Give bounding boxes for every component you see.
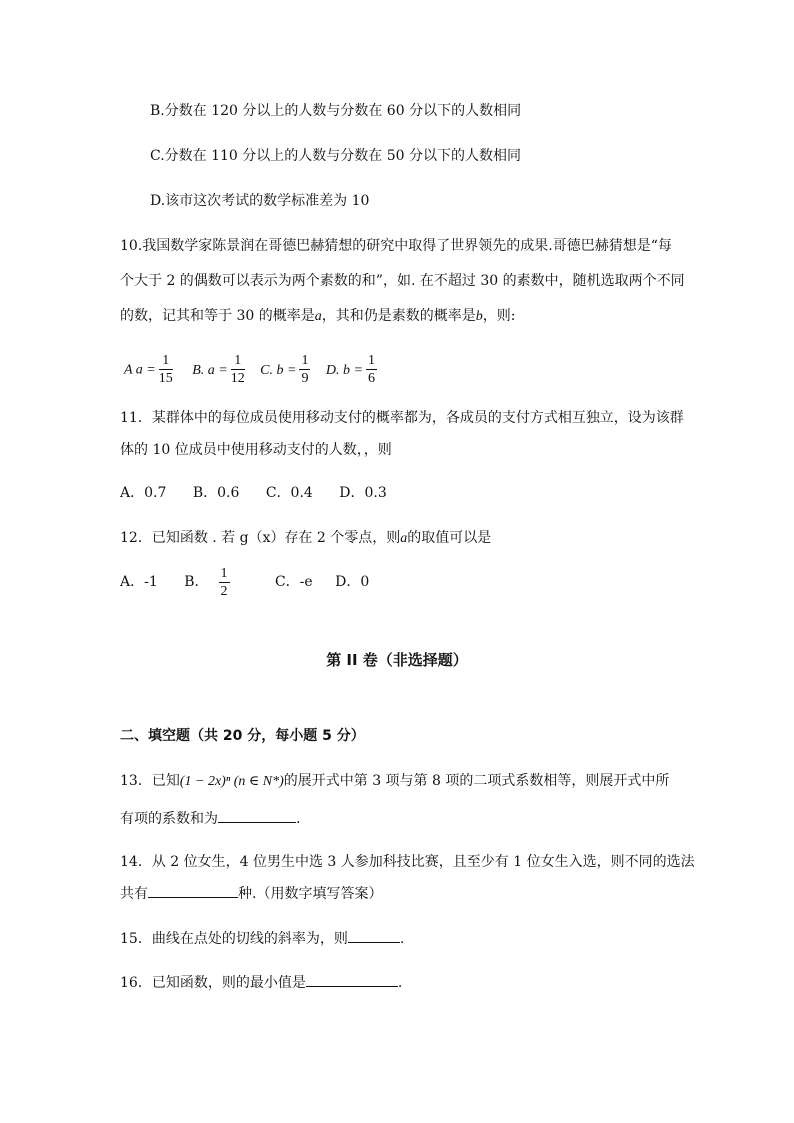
q12-stem-end: 的取值可以是 xyxy=(407,530,492,546)
q10-option-b-den: 12 xyxy=(230,371,245,386)
q12-option-d: D．0 xyxy=(335,574,370,590)
q15-answer-blank[interactable] xyxy=(348,928,400,943)
q13-line-1 xyxy=(120,771,669,792)
q10-var-b: b xyxy=(475,309,483,324)
q15-end: . xyxy=(399,931,405,947)
q10-line-3 xyxy=(120,306,515,327)
q16-answer-blank[interactable] xyxy=(306,972,398,987)
q11-option-a: A．0.7 xyxy=(120,485,167,501)
q10-line-2: 个大于 2 的偶数可以表示为两个素数的和”，如. 在不超过 30 的素数中，随机选取两个不同 xyxy=(120,273,685,289)
q12-option-b-lead: B． xyxy=(184,574,209,590)
q15-line xyxy=(120,928,404,949)
q16-line xyxy=(120,972,402,993)
fill-in-heading: 二、填空题（共 20 分，每小题 5 分） xyxy=(120,728,365,744)
q12-option-c: C．-e xyxy=(274,574,313,590)
q12-option-a: A．-1 xyxy=(120,574,158,590)
section-title: 第 II 卷（非选择题） xyxy=(326,651,468,669)
q14-line-2 xyxy=(120,883,382,904)
q10-line-1: 10.我国数学家陈景润在哥德巴赫猜想的研究中取得了世界领先的成果.哥德巴赫猜想是“每 xyxy=(120,238,672,254)
q13-line-1-rest: 的展开式中第 3 项与第 8 项的二项式系数相等，则展开式中所 xyxy=(283,773,670,789)
q16-end: . xyxy=(397,975,403,991)
q10-option-a-num: 1 xyxy=(159,352,173,370)
q11-option-c: C．0.4 xyxy=(265,485,313,501)
q10-option-c-fraction xyxy=(299,352,310,387)
q12-option-b-den: 2 xyxy=(220,583,228,599)
q10-option-c-den: 9 xyxy=(301,371,309,386)
q15-text: 15．曲线在点处的切线的斜率为，则 xyxy=(120,931,348,947)
q11-line-1: 11．某群体中的每位成员使用移动支付的概率都为，各成员的支付方式相互独立，设为该群 xyxy=(120,410,684,426)
q14-line-2-rest: 种.（用数字填写答案） xyxy=(238,886,383,902)
q10-option-b-lead: B. a = xyxy=(192,362,228,378)
q14-line-2-lead: 共有 xyxy=(120,886,148,902)
q10-option-d-den: 6 xyxy=(367,371,375,386)
q11-option-b: B．0.6 xyxy=(192,485,240,501)
q12-options xyxy=(120,564,369,600)
q16-text: 16．已知函数，则的最小值是 xyxy=(120,975,306,991)
q13-lead: 13．已知 xyxy=(120,773,180,789)
q13-end: . xyxy=(296,811,301,827)
q13-expression: (1 − 2x)ⁿ (n ∈ N*) xyxy=(179,774,284,789)
q12-stem-text: 12．已知函数 . 若 g（x）存在 2 个零点，则 xyxy=(120,530,401,546)
q12-stem xyxy=(120,528,491,549)
q12-var-a: a xyxy=(400,531,408,546)
q14-line-1: 14．从 2 位女生，4 位男生中选 3 人参加科技比赛，且至少有 1 位女生入选，则不同的选法 xyxy=(120,854,695,870)
q10-line-3-text: 的数，记其和等于 30 的概率是 xyxy=(120,308,315,324)
q10-options xyxy=(124,352,380,388)
q10-line-3-mid: ，其和仍是素数的概率是 xyxy=(321,308,476,324)
q10-option-b-num: 1 xyxy=(231,352,245,370)
q10-option-a-fraction xyxy=(159,352,173,387)
q10-option-a-lead: A a = xyxy=(124,362,156,378)
q10-option-d-fraction xyxy=(366,352,377,387)
q9-option-d: D.该市这次考试的数学标准差为 10 xyxy=(150,193,370,209)
q13-answer-blank[interactable] xyxy=(218,808,296,823)
q10-option-b-fraction xyxy=(231,352,245,387)
q10-var-a: a xyxy=(314,309,322,324)
q11-option-d: D．0.3 xyxy=(339,485,387,501)
q12-option-b-num: 1 xyxy=(220,565,228,581)
q13-line-2-text: 有项的系数和为 xyxy=(120,811,218,827)
q11-line-2: 体的 10 位成员中使用移动支付的人数，，则 xyxy=(120,442,392,458)
q10-option-a-den: 15 xyxy=(158,371,173,386)
q14-answer-blank[interactable] xyxy=(148,883,238,898)
q12-option-b-fraction xyxy=(219,565,230,600)
q10-option-d-num: 1 xyxy=(367,353,375,368)
q11-options xyxy=(120,483,387,503)
q13-line-2 xyxy=(120,808,300,829)
q10-option-d-lead: D. b = xyxy=(325,362,363,378)
q10-option-c-lead: C. b = xyxy=(260,362,297,378)
q9-option-b: B.分数在 120 分以上的人数与分数在 60 分以下的人数相同 xyxy=(150,103,522,119)
q9-option-c: C.分数在 110 分以上的人数与分数在 50 分以下的人数相同 xyxy=(150,148,521,164)
q10-line-3-end: ，则: xyxy=(482,308,516,324)
q10-option-c-num: 1 xyxy=(301,353,309,368)
